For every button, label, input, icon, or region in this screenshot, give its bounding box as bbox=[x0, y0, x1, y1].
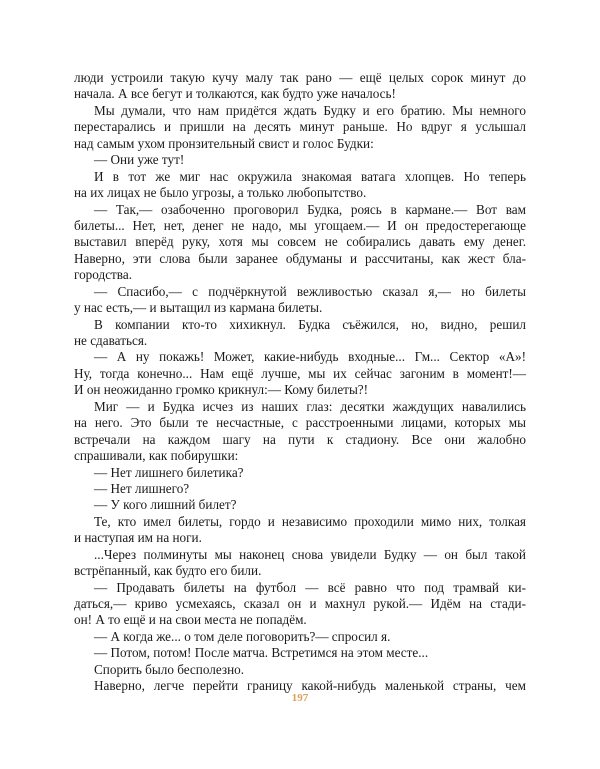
text-line: — У кого лишний билет? bbox=[94, 497, 237, 513]
text-line: выставил вперёд руку, хотя мы совсем не собирались давать ему денег. bbox=[74, 234, 526, 250]
text-line: — Спасибо,— с подчёркнутой вежливостью сказал я,— но билеты bbox=[94, 283, 526, 299]
text-line: он! А то ещё и на свои места не попадём. bbox=[74, 612, 307, 628]
text-line: начала. А все бегут и толкаются, как будто уже началось! bbox=[74, 86, 396, 102]
text-line: городства. bbox=[74, 267, 133, 283]
page-text-block bbox=[74, 70, 526, 695]
text-line: встречали на каждом шагу на пути к стадиону. Все они жалобно bbox=[74, 431, 526, 447]
text-line: — А ну покажь! Может, какие-нибудь входные... Гм... Сектор «А»! bbox=[94, 349, 526, 365]
text-line: — Потом, потом! После матча. Встретимся на этом месте... bbox=[94, 645, 429, 661]
text-line: на него. Это были те несчастные, с расстроенными лицами, которых мы bbox=[74, 415, 526, 431]
text-line: над самым ухом пронзительный свист и голос Будки: bbox=[74, 135, 374, 151]
text-line: — Продавать билеты на футбол — всё равно что под трамвай ки- bbox=[94, 579, 526, 595]
text-line: В компании кто-то хихикнул. Будка съёжился, но, видно, решил bbox=[94, 316, 526, 332]
text-line: И он неожиданно громко крикнул:— Кому билеты?! bbox=[74, 382, 369, 398]
text-line: Миг — и Будка исчез из наших глаз: десятки жаждущих навалились bbox=[94, 398, 526, 414]
text-line: Мы думали, что нам придётся ждать Будку и его братию. Мы немного bbox=[94, 102, 526, 118]
text-line: встрёпанный, как будто его били. bbox=[74, 563, 262, 579]
text-line: Спорить было бесполезно. bbox=[94, 661, 245, 677]
text-line: даться,— криво усмехаясь, сказал он и махнул рукой.— Идём на стади- bbox=[74, 596, 526, 611]
text-line: Те, кто имел билеты, гордо и независимо проходили мимо них, толкая bbox=[94, 513, 526, 529]
text-line: билеты... Нет, нет, денег не надо, мы угощаем.— И он предостерегающе bbox=[74, 217, 526, 233]
page-number: 197 bbox=[291, 692, 309, 704]
text-line: не сдаваться. bbox=[74, 333, 148, 348]
text-line: — Нет лишнего? bbox=[94, 480, 190, 496]
text-line: у нас есть,— и вытащил из кармана билеты. bbox=[74, 300, 323, 316]
text-line: — А когда же... о том деле поговорить?— спросил я. bbox=[94, 628, 391, 644]
text-line: — Так,— озабоченно проговорил Будка, роясь в кармане.— Вот вам bbox=[94, 201, 526, 217]
text-line: И в тот же миг нас окружила знакомая ватага хлопцев. Но теперь bbox=[94, 168, 526, 184]
text-line: и наступая им на ноги. bbox=[74, 530, 202, 546]
text-line: спрашивали, как побирушки: bbox=[74, 448, 239, 464]
text-line: на их лицах не было угрозы, а только любопытство. bbox=[74, 185, 367, 201]
text-line: люди устроили такую кучу малу так рано — ещё целых сорок минут до bbox=[74, 70, 526, 85]
text-line: — Нет лишнего билетика? bbox=[94, 464, 244, 480]
text-line: перестарались и пришли на десять минут раньше. Но вдруг я услышал bbox=[74, 119, 526, 135]
text-line: Ну, тогда конечно... Нам ещё лучше, мы их сейчас загоним в момент!— bbox=[74, 365, 526, 381]
text-line: Наверно, эти слова были заранее обдуманы и рассчитаны, как жест бла- bbox=[74, 250, 526, 266]
text-line: — Они уже тут! bbox=[94, 152, 185, 168]
text-line: Наверно, легче перейти границу какой-нибудь маленькой страны, чем bbox=[94, 678, 526, 694]
text-line: ...Через полминуты мы наконец снова увидели Будку — он был такой bbox=[94, 546, 526, 562]
